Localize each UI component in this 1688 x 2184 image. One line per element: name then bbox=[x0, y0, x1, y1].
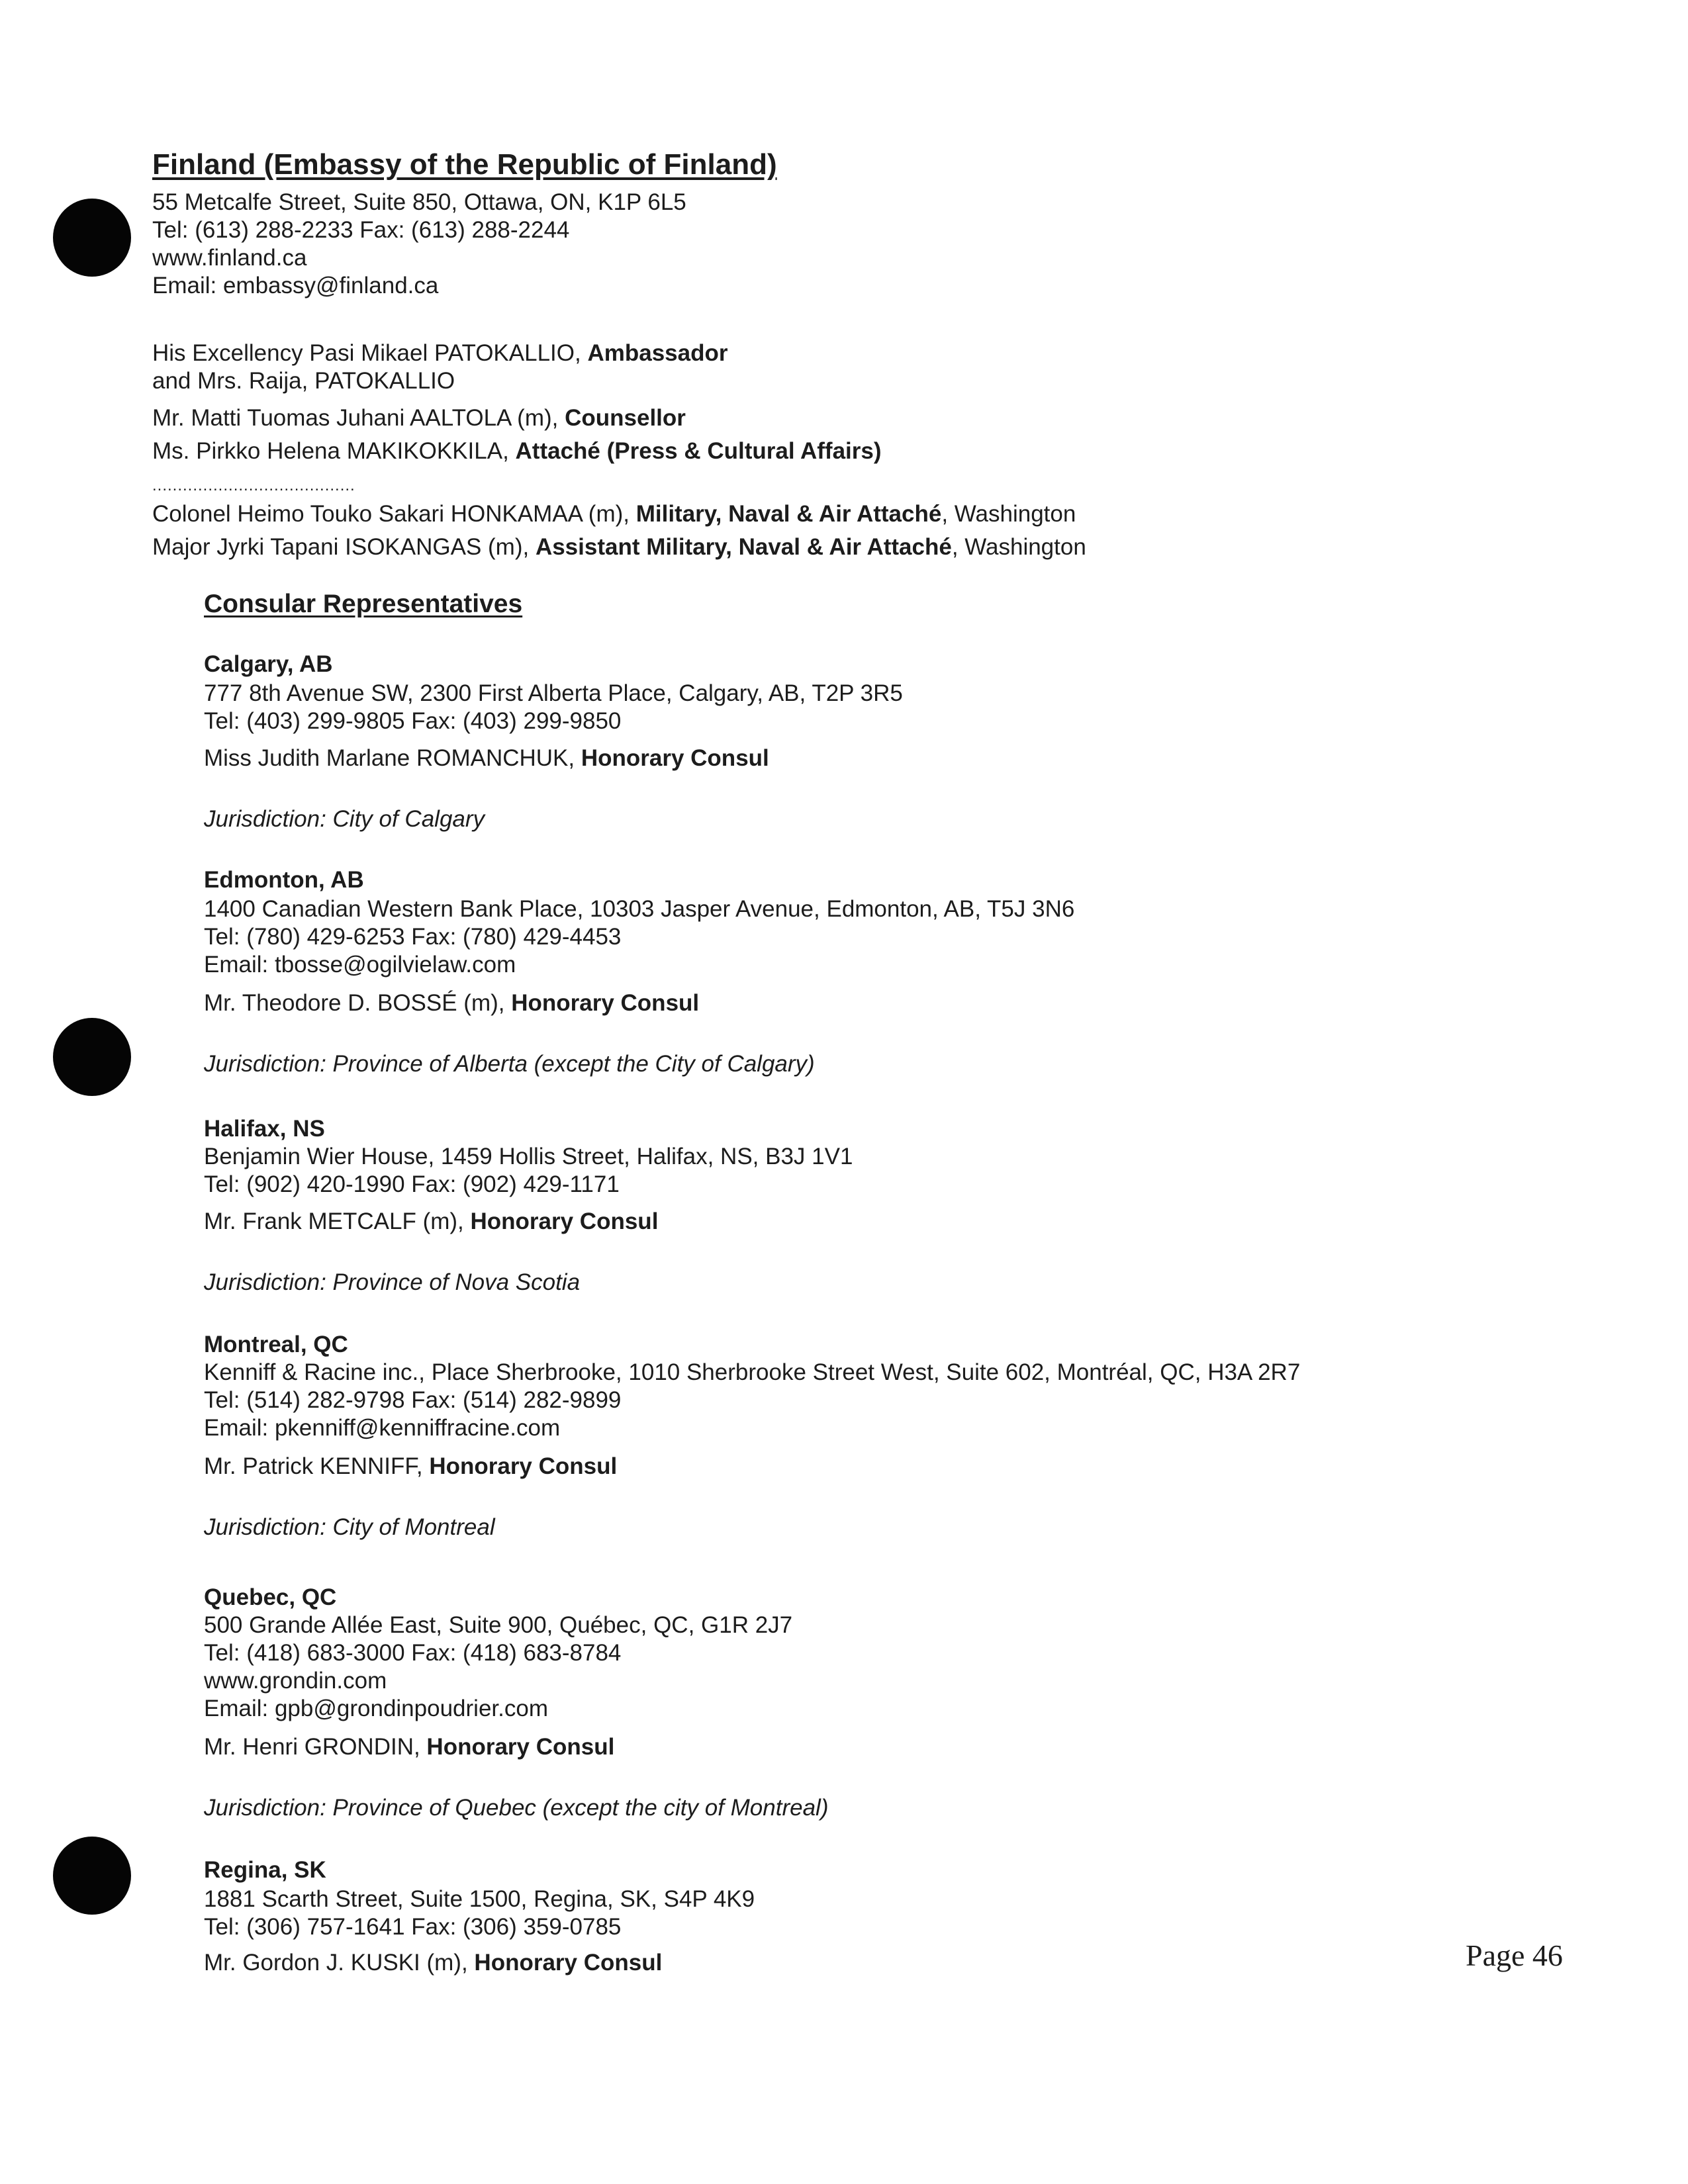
staff-suffix: , Washington bbox=[941, 501, 1076, 527]
punch-hole-middle bbox=[53, 1018, 131, 1096]
office-phone: Tel: (514) 282-9798 Fax: (514) 282-9899 bbox=[204, 1387, 622, 1413]
office-city: Calgary, AB bbox=[204, 651, 333, 677]
office-website[interactable]: www.grondin.com bbox=[204, 1668, 387, 1694]
office-contact bbox=[204, 1452, 617, 1481]
contact-role: Honorary Consul bbox=[426, 1734, 615, 1760]
punch-hole-bottom bbox=[53, 1837, 131, 1915]
staff-role: Assistant Military, Naval & Air Attaché bbox=[535, 534, 952, 560]
contact-name: Mr. Patrick KENNIFF, bbox=[204, 1453, 430, 1479]
embassy-email[interactable]: Email: embassy@finland.ca bbox=[152, 273, 439, 298]
office-city: Halifax, NS bbox=[204, 1116, 325, 1142]
staff-name: Major Jyrki Tapani ISOKANGAS (m), bbox=[152, 534, 536, 560]
office-email[interactable]: Email: gpb@grondinpoudrier.com bbox=[204, 1696, 548, 1721]
office-jurisdiction: Jurisdiction: City of Montreal bbox=[204, 1514, 495, 1540]
office-address: 500 Grande Allée East, Suite 900, Québec, QC, G1R 2J7 bbox=[204, 1612, 793, 1638]
staff-role: Military, Naval & Air Attaché bbox=[635, 501, 942, 527]
office-jurisdiction: Jurisdiction: City of Calgary bbox=[204, 806, 485, 832]
office-address: Benjamin Wier House, 1459 Hollis Street, Halifax, NS, B3J 1V1 bbox=[204, 1144, 853, 1169]
embassy-address: 55 Metcalfe Street, Suite 850, Ottawa, ON, K1P 6L5 bbox=[152, 189, 686, 215]
office-contact bbox=[204, 1207, 658, 1236]
office-contact bbox=[204, 1733, 614, 1762]
office-email[interactable]: Email: pkenniff@kenniffracine.com bbox=[204, 1415, 561, 1441]
office-contact bbox=[204, 989, 699, 1018]
staff-name: and Mrs. Raija, PATOKALLIO bbox=[152, 368, 455, 394]
office-city: Montreal, QC bbox=[204, 1332, 348, 1357]
office-city: Edmonton, AB bbox=[204, 867, 364, 893]
office-phone: Tel: (403) 299-9805 Fax: (403) 299-9850 bbox=[204, 708, 622, 734]
staff-row bbox=[152, 404, 686, 433]
staff-suffix: , Washington bbox=[951, 534, 1086, 560]
office-contact bbox=[204, 1948, 662, 1978]
office-address: 777 8th Avenue SW, 2300 First Alberta Place, Calgary, AB, T2P 3R5 bbox=[204, 680, 903, 706]
staff-name: Colonel Heimo Touko Sakari HONKAMAA (m), bbox=[152, 501, 636, 527]
office-phone: Tel: (902) 420-1990 Fax: (902) 429-1171 bbox=[204, 1171, 620, 1197]
contact-name: Mr. Gordon J. KUSKI (m), bbox=[204, 1950, 475, 1976]
office-city: Regina, SK bbox=[204, 1857, 326, 1883]
staff-row bbox=[152, 500, 1076, 529]
office-jurisdiction: Jurisdiction: Province of Quebec (except the city of Montreal) bbox=[204, 1795, 829, 1821]
page-number: Page 46 bbox=[1466, 1938, 1563, 1972]
contact-role: Honorary Consul bbox=[581, 745, 769, 771]
staff-role: Counsellor bbox=[565, 405, 686, 431]
contact-name: Miss Judith Marlane ROMANCHUK, bbox=[204, 745, 581, 771]
contact-role: Honorary Consul bbox=[429, 1453, 618, 1479]
staff-name: Mr. Matti Tuomas Juhani AALTOLA (m), bbox=[152, 405, 565, 431]
office-phone: Tel: (418) 683-3000 Fax: (418) 683-8784 bbox=[204, 1640, 622, 1666]
staff-row bbox=[152, 367, 455, 396]
separator-dots: ........................................ bbox=[152, 477, 355, 494]
staff-row bbox=[152, 339, 727, 368]
office-phone: Tel: (780) 429-6253 Fax: (780) 429-4453 bbox=[204, 924, 622, 950]
contact-name: Mr. Henri GRONDIN, bbox=[204, 1734, 427, 1760]
staff-name: Ms. Pirkko Helena MAKIKOKKILA, bbox=[152, 438, 516, 464]
staff-role: Attaché (Press & Cultural Affairs) bbox=[515, 438, 882, 464]
office-jurisdiction: Jurisdiction: Province of Nova Scotia bbox=[204, 1269, 581, 1295]
contact-name: Mr. Frank METCALF (m), bbox=[204, 1208, 471, 1234]
contact-role: Honorary Consul bbox=[511, 990, 700, 1016]
consular-heading: Consular Representatives bbox=[204, 590, 523, 618]
embassy-title: Finland (Embassy of the Republic of Finland) bbox=[152, 148, 777, 181]
staff-name: His Excellency Pasi Mikael PATOKALLIO, bbox=[152, 340, 588, 366]
office-address: Kenniff & Racine inc., Place Sherbrooke, 1010 Sherbrooke Street West, Suite 602, Montréal, QC, H3A 2R7 bbox=[204, 1359, 1301, 1385]
staff-row bbox=[152, 533, 1086, 562]
embassy-website[interactable]: www.finland.ca bbox=[152, 245, 307, 271]
staff-role: Ambassador bbox=[587, 340, 728, 366]
office-city: Quebec, QC bbox=[204, 1584, 337, 1610]
office-address: 1400 Canadian Western Bank Place, 10303 Jasper Avenue, Edmonton, AB, T5J 3N6 bbox=[204, 896, 1075, 922]
punch-hole-top bbox=[53, 199, 131, 277]
staff-row bbox=[152, 437, 882, 466]
contact-name: Mr. Theodore D. BOSSÉ (m), bbox=[204, 990, 512, 1016]
office-email[interactable]: Email: tbosse@ogilvielaw.com bbox=[204, 952, 516, 978]
office-contact bbox=[204, 744, 769, 773]
office-phone: Tel: (306) 757-1641 Fax: (306) 359-0785 bbox=[204, 1914, 622, 1940]
office-jurisdiction: Jurisdiction: Province of Alberta (except the City of Calgary) bbox=[204, 1051, 815, 1077]
embassy-phone: Tel: (613) 288-2233 Fax: (613) 288-2244 bbox=[152, 217, 570, 243]
contact-role: Honorary Consul bbox=[470, 1208, 659, 1234]
contact-role: Honorary Consul bbox=[474, 1950, 663, 1976]
office-address: 1881 Scarth Street, Suite 1500, Regina, SK, S4P 4K9 bbox=[204, 1886, 755, 1912]
